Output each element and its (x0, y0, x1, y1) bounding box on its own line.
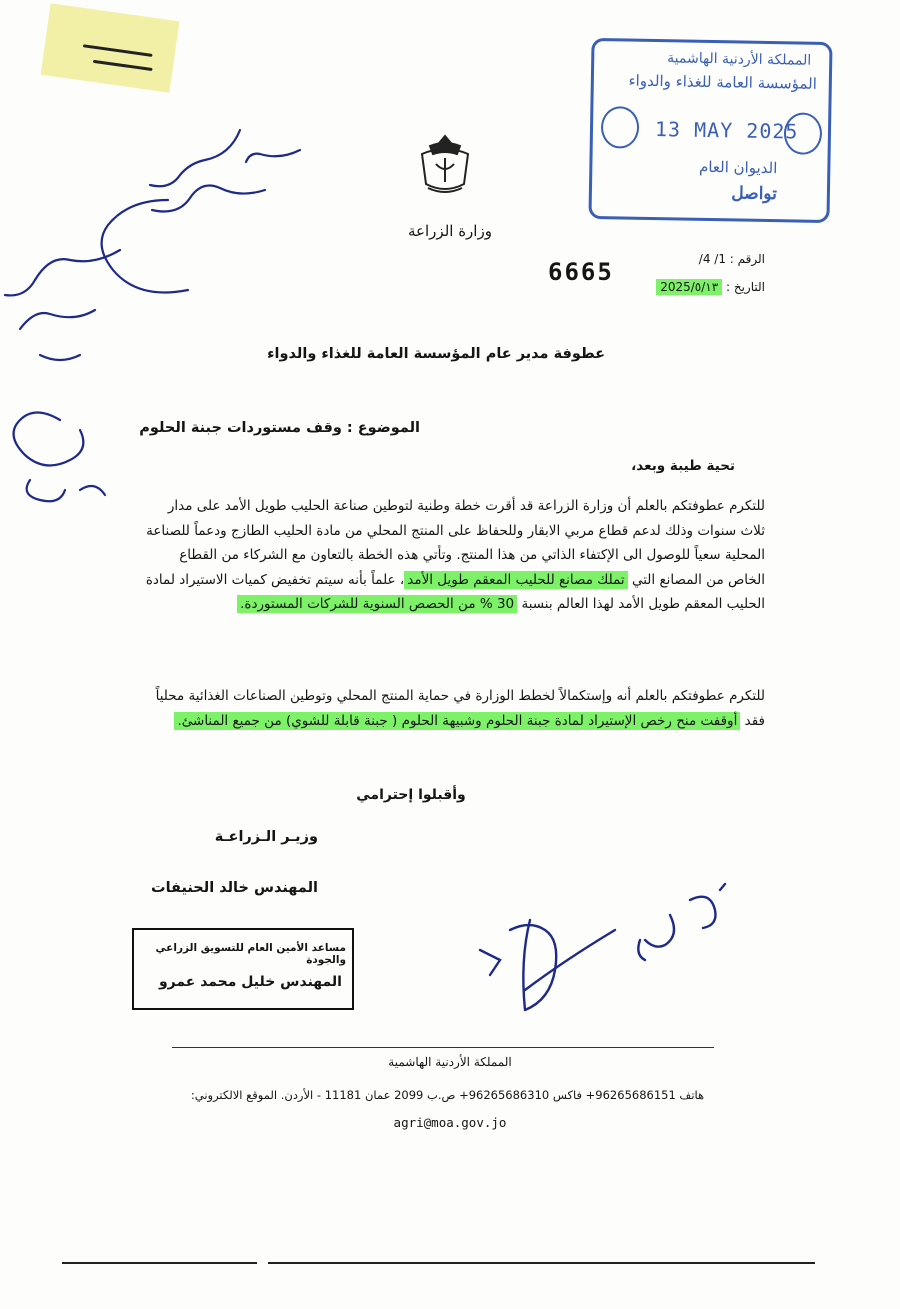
ministry-name: وزارة الزراعة (408, 222, 492, 240)
highlighted-text: تملك مصانع للحليب المعقم طويل الأمد (404, 571, 627, 589)
stamp-seal-icon (601, 106, 640, 149)
sticky-mark (93, 60, 153, 71)
received-stamp (588, 38, 832, 223)
sticky-mark (83, 44, 153, 57)
assistant-stamp (132, 928, 354, 1010)
handwritten-annotations (0, 90, 340, 520)
reference-date-value: 2025/٥/١٣ (656, 279, 722, 295)
footer-contact: هاتف 96265686151+ فاكس 96265686310+ ص.ب 2099 عمان 11181 - الأردن. الموقع الالكتروني: (190, 1088, 705, 1102)
handwritten-signature (470, 870, 740, 1030)
sticky-note (41, 3, 180, 92)
body-paragraph-2 (140, 684, 765, 733)
footer-kingdom: المملكة الأردنية الهاشمية (388, 1055, 512, 1069)
highlighted-text: أوقفت منح رخص الإستيراد لمادة جبنة الحلوم وشبيهة الحلوم ( جبنة قابلة للشوي) من جميع المناشئ. (174, 712, 740, 730)
paragraph-text: للتكرم عطوفتكم بالعلم أن وزارة الزراعة قد أقرت خطة وطنية لتوطين صناعة الحليب طويل الأمد على مدار ثلاث سنوات وذلك لدعم قطاع مربي الابقار وللحفاظ على المنتج المحلي من مادة الحليب الطازج ودعماً للصناعة المحلية سعياً للوصول الى الإكتفاء الذاتي من هذا المنتج. وتأتي هذه الخطة بالتعاون مع الشركاء من القطاع الخاص من المصانع التي (146, 498, 765, 588)
reference-number-value: 1/ 4/ (698, 252, 726, 266)
footer-email: agri@moa.gov.jo (393, 1115, 507, 1130)
stamp-line: تواصل (731, 183, 778, 205)
footer-divider (172, 1047, 714, 1048)
bottom-divider (62, 1262, 257, 1264)
assistant-stamp-name: المهندس خليل محمد عمرو (158, 974, 342, 990)
paragraph-text: ، علماً بأنه سيتم تخفيض كميات الاستيراد لمادة الحليب المعقم طويل الأمد لهذا العالم بنسبة (145, 571, 765, 612)
stamp-line: المملكة الأردنية الهاشمية (667, 50, 812, 69)
stamp-date: 13 MAY 2025 (654, 117, 799, 144)
body-paragraph-1 (140, 494, 765, 617)
stamp-line: المؤسسة العامة للغذاء والدواء (628, 71, 817, 93)
paragraph-text: للتكرم عطوفتكم بالعلم أنه وإستكمالاً لخطط الوزارة في حماية المنتج المحلي وتوطين الصناعات الغذائية محلياً فقد (155, 688, 765, 729)
reference-number (640, 252, 765, 266)
closing-line: وأقبلوا إحترامي (356, 787, 466, 803)
incoming-number: 6665 (548, 258, 614, 286)
bottom-divider (268, 1262, 815, 1264)
reference-date (620, 280, 765, 294)
highlighted-text: 30 % من الحصص السنوية للشركات المستوردة. (237, 595, 517, 613)
assistant-stamp-title: مساعد الأمين العام للتسويق الزراعي والجودة (155, 942, 346, 966)
greeting: تحية طيبة وبعد، (631, 458, 735, 474)
addressee: عطوفة مدير عام المؤسسة العامة للغذاء والدواء (267, 346, 605, 362)
stamp-line: الديوان العام (698, 157, 778, 178)
jordan-emblem-icon (412, 132, 478, 198)
signatory-title: وزيـر الـزراعـة (214, 829, 318, 845)
subject-line: الموضوع : وقف مستوردات جبنة الحلوم (139, 420, 420, 436)
reference-number-label: الرقم : (729, 252, 765, 266)
signatory-name: المهندس خالد الحنيفات (151, 880, 318, 896)
reference-date-label: التاريخ : (725, 280, 765, 294)
